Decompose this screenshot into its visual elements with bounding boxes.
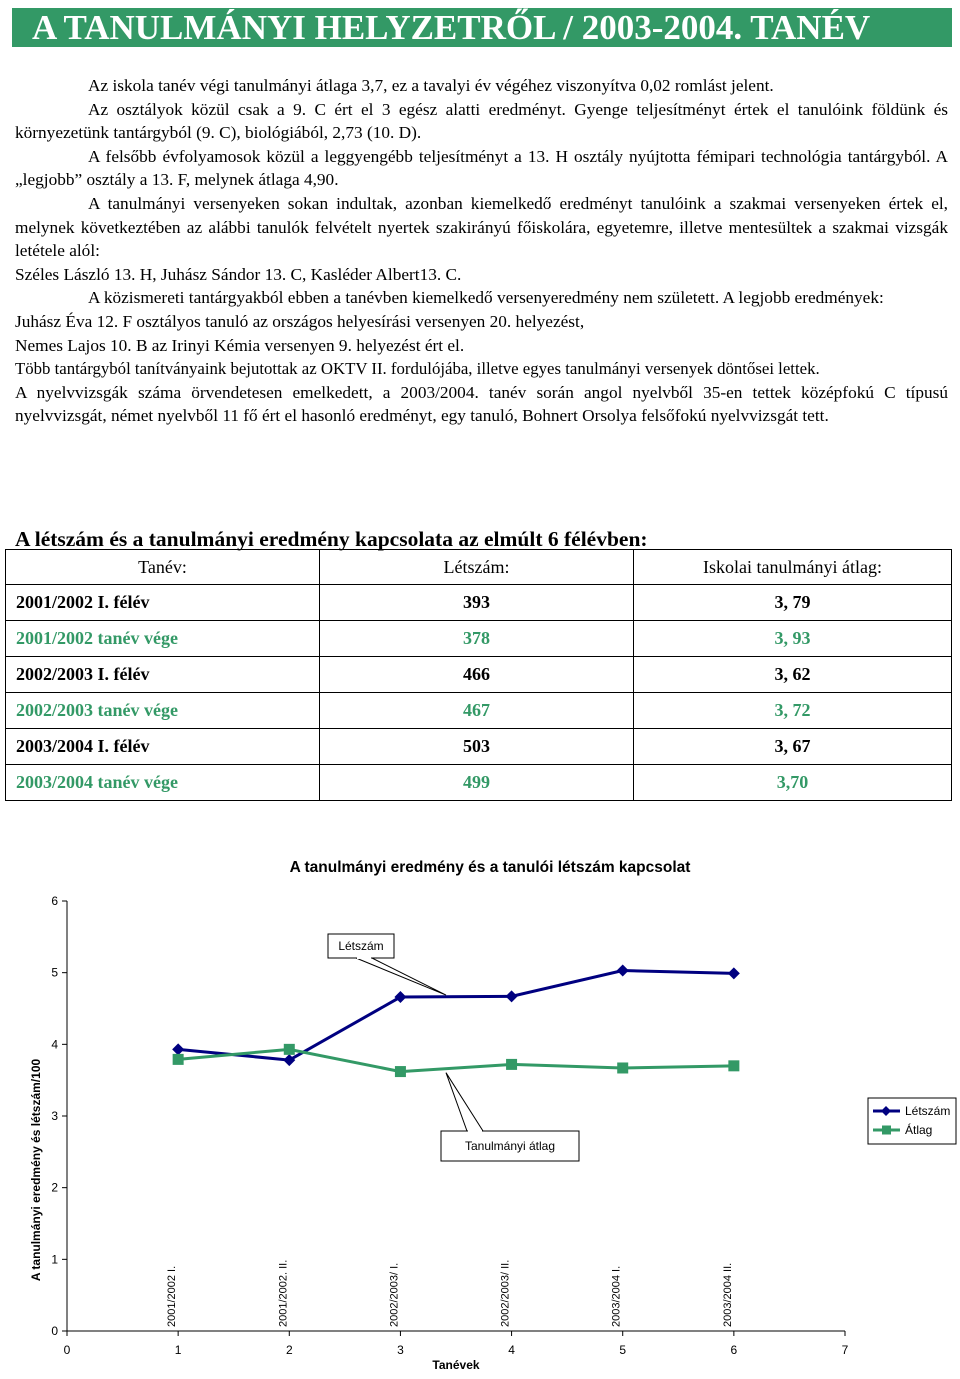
table-header-row — [6, 550, 952, 585]
callout-label: Tanulmányi átlag — [464, 1139, 556, 1153]
x-tick-label: 5 — [619, 1343, 627, 1357]
callout-label: Létszám — [338, 939, 384, 953]
chart-title: A tanulmányi eredmény és a tanulói létszám kapcsolat — [289, 859, 691, 876]
x-tick-label: 7 — [841, 1343, 849, 1357]
x-tick-label: 1 — [174, 1343, 182, 1357]
series-line — [178, 971, 734, 1061]
average-cell: 3, 62 — [634, 657, 952, 693]
category-label: 2003/2004 II. — [721, 1262, 734, 1327]
data-point — [284, 1044, 295, 1055]
category-label: 2002/2003/ II. — [499, 1259, 512, 1327]
data-point — [506, 990, 518, 1002]
results-table — [5, 549, 952, 801]
legend-label: Létszám — [905, 1104, 951, 1118]
table-row — [6, 585, 952, 621]
data-point — [283, 1054, 295, 1066]
y-tick-label: 4 — [51, 1037, 58, 1052]
average-cell: 3, 79 — [634, 585, 952, 621]
average-cell: 3, 93 — [634, 621, 952, 657]
table-row — [6, 693, 952, 729]
data-point — [506, 1059, 517, 1070]
table-row — [6, 765, 952, 801]
category-label: 2003/2004 I. — [610, 1265, 623, 1327]
x-tick-label: 4 — [508, 1343, 515, 1357]
paragraph: A tanulmányi versenyeken sokan indultak, azonban kiemelkedő eredményt tanulóink a szakmai versenyeken értek el, melynek következtében az alábbi tanulók felvételt nyertek szakirányú főiskolára, egyetemre, illetve mentesültek a szakmai vizsgák letétele alól: — [15, 193, 948, 261]
count-cell: 378 — [320, 621, 634, 657]
y-tick-label: 0 — [51, 1324, 58, 1338]
data-point — [172, 1043, 184, 1055]
data-point — [394, 991, 406, 1003]
y-tick-label: 1 — [51, 1252, 58, 1267]
page-title: A TANULMÁNYI HELYZETRŐL / 2003-2004. TANÉV — [12, 8, 952, 47]
count-cell: 467 — [320, 693, 634, 729]
x-tick-label: 0 — [63, 1343, 71, 1357]
count-cell: 393 — [320, 585, 634, 621]
line-chart — [0, 840, 960, 1379]
paragraph: Az iskola tanév végi tanulmányi átlaga 3,7, ez a tavalyi év végéhez viszonyítva 0,02 romlást jelent. — [88, 76, 774, 95]
y-tick-label: 2 — [51, 1180, 58, 1195]
period-cell: 2002/2003 I. félév — [6, 657, 320, 693]
table-heading: A létszám és a tanulmányi eredmény kapcsolata az elmúlt 6 félévben: — [15, 527, 648, 551]
paragraph: A nyelvvizsgák száma örvendetesen emelkedett, a 2003/2004. tanév során angol nyelvből 35-en tettek középfokú C típusú nyelvvizsgát, német nyelvből 11 fő ért el hasonló eredményt, egy tanuló, Bohnert Orsolya felsőfokú nyelvvizsgát tett. — [15, 382, 948, 426]
paragraph: Nemes Lajos 10. B az Irinyi Kémia versenyen 9. helyezést ért el. — [15, 335, 465, 355]
data-point — [617, 965, 629, 977]
count-cell: 499 — [320, 765, 634, 801]
column-header: Iskolai tanulmányi átlag: — [634, 550, 952, 585]
x-axis-label: Tanévek — [432, 1358, 480, 1372]
legend-label: Átlag — [905, 1123, 933, 1137]
y-tick-label: 3 — [51, 1109, 58, 1123]
category-label: 2002/2003/ I. — [388, 1262, 401, 1327]
column-header: Tanév: — [6, 550, 320, 585]
paragraph: Több tantárgyból tanítványaink bejutottak az OKTV II. fordulójába, illetve egyes tanulmányi versenyek döntősei lettek. — [15, 359, 820, 379]
average-cell: 3, 72 — [634, 693, 952, 729]
paragraph: A közismereti tantárgyakból ebben a tanévben kiemelkedő versenyeredmény nem született. A legjobb eredmények: — [88, 288, 884, 308]
column-header: Létszám: — [320, 550, 634, 585]
count-cell: 503 — [320, 729, 634, 765]
paragraph: Széles László 13. H, Juhász Sándor 13. C, Kasléder Albert13. C. — [15, 264, 462, 284]
period-cell: 2001/2002 I. félév — [6, 585, 320, 621]
category-label: 2001/2002. II. — [277, 1259, 290, 1327]
paragraph: Juhász Éva 12. F osztályos tanuló az országos helyesírási versenyen 20. helyezést, — [15, 311, 585, 331]
series-line — [178, 1049, 734, 1071]
table-row — [6, 729, 952, 765]
report-text — [15, 74, 948, 428]
category-label: 2001/2002 I. — [166, 1265, 179, 1327]
callout-pointer — [446, 1073, 483, 1131]
x-tick-label: 3 — [397, 1343, 404, 1357]
period-cell: 2003/2004 tanév vége — [6, 765, 320, 801]
y-tick-label: 6 — [51, 894, 58, 908]
paragraph: A felsőbb évfolyamosok közül a leggyengébb teljesítményt a 13. H osztály nyújtotta fémipari technológia tantárgyból. A „legjobb” osztály a 13. F, melynek átlaga 4,90. — [15, 146, 948, 190]
paragraph: Az osztályok közül csak a 9. C ért el 3 egész alatti eredményt. Gyenge teljesítményt értek el tanulóink földünk és környezetünk tantárgyból (9. C), biológiából, 2,73 (10. D). — [15, 99, 948, 143]
data-point — [173, 1054, 184, 1065]
x-tick-label: 6 — [730, 1343, 738, 1357]
data-point — [728, 967, 740, 979]
average-cell: 3,70 — [634, 765, 952, 801]
data-point — [395, 1066, 406, 1077]
legend-marker — [882, 1126, 891, 1135]
average-cell: 3, 67 — [634, 729, 952, 765]
period-cell: 2002/2003 tanév vége — [6, 693, 320, 729]
data-point — [728, 1060, 739, 1071]
y-axis-label: A tanulmányi eredmény és létszám/100 — [29, 1058, 43, 1282]
period-cell: 2003/2004 I. félév — [6, 729, 320, 765]
x-tick-label: 2 — [285, 1343, 293, 1357]
period-cell: 2001/2002 tanév vége — [6, 621, 320, 657]
table-row — [6, 621, 952, 657]
count-cell: 466 — [320, 657, 634, 693]
callout-pointer — [356, 958, 446, 995]
data-point — [617, 1062, 628, 1073]
table-row — [6, 657, 952, 693]
y-tick-label: 5 — [51, 965, 58, 980]
